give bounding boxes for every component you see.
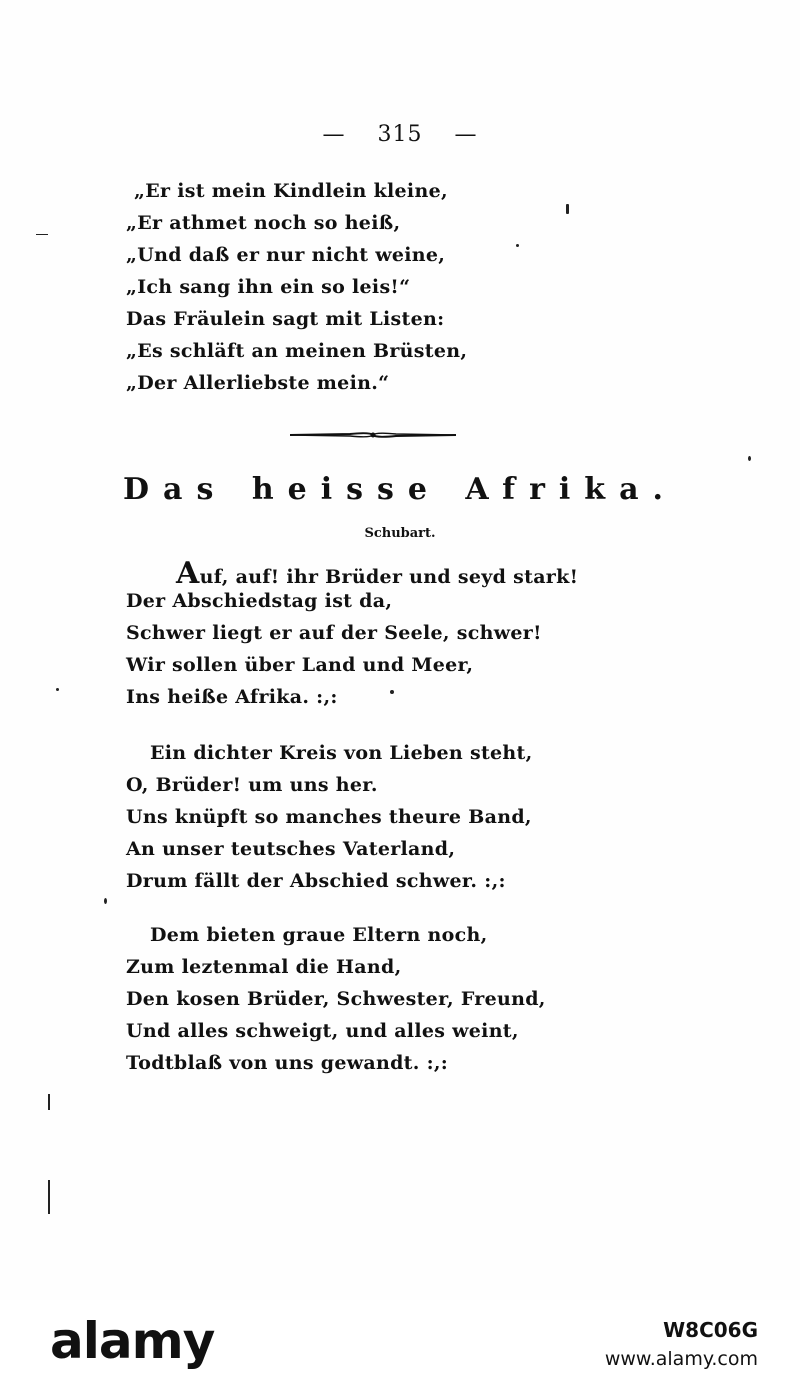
page-number-value: 315 xyxy=(377,122,423,147)
verse-line: „Er athmet noch so heiß, xyxy=(126,212,401,234)
scan-speck xyxy=(516,244,519,247)
verse-line: Dem bieten graue Eltern noch, xyxy=(150,924,488,946)
verse-line: Der Abschiedstag ist da, xyxy=(126,590,393,612)
verse-line: Uns knüpft so manches theure Band, xyxy=(126,806,532,828)
scan-speck xyxy=(566,204,569,214)
page-number-dash-right: — xyxy=(454,122,478,147)
verse-line: Ein dichter Kreis von Lieben steht, xyxy=(150,742,533,764)
verse-line: Wir sollen über Land und Meer, xyxy=(126,654,474,676)
drop-cap: A xyxy=(176,556,200,591)
verse-line: „Er ist mein Kindlein kleine, xyxy=(134,180,448,202)
verse-line: „Der Allerliebste mein.“ xyxy=(126,372,390,394)
scan-speck xyxy=(48,1094,50,1110)
verse-line: „Es schläft an meinen Brüsten, xyxy=(126,340,468,362)
scan-speck xyxy=(748,456,751,461)
poem-title: Das heisse Afrika. xyxy=(123,472,677,507)
ornamental-rule xyxy=(290,430,456,440)
verse-line: O, Brüder! um uns her. xyxy=(126,774,378,796)
scan-speck xyxy=(48,1180,50,1214)
verse-line: Zum leztenmal die Hand, xyxy=(126,956,402,978)
alamy-logo: alamy xyxy=(50,1312,215,1370)
page-number xyxy=(0,122,800,147)
scan-speck xyxy=(104,898,107,904)
verse-line: „Ich sang ihn ein so leis!“ xyxy=(126,276,411,298)
page-number-dash-left: — xyxy=(322,122,346,147)
verse-line-first-rest: uf, auf! ihr Brüder und seyd stark! xyxy=(199,566,579,588)
verse-line: Drum fällt der Abschied schwer. :,: xyxy=(126,870,506,892)
scan-speck xyxy=(56,688,59,691)
poem-author: Schubart. xyxy=(364,526,436,541)
verse-line: Todtblaß von uns gewandt. :,: xyxy=(126,1052,449,1074)
verse-line: Das Fräulein sagt mit Listen: xyxy=(126,308,445,330)
verse-line: Den kosen Brüder, Schwester, Freund, xyxy=(126,988,546,1010)
verse-line-first xyxy=(176,556,578,591)
scan-speck xyxy=(36,234,48,235)
verse-line: Schwer liegt er auf der Seele, schwer! xyxy=(126,622,542,644)
verse-line: „Und daß er nur nicht weine, xyxy=(126,244,446,266)
site-url: www.alamy.com xyxy=(604,1348,758,1370)
image-id: W8C06G xyxy=(663,1318,758,1342)
verse-line: Und alles schweigt, und alles weint, xyxy=(126,1020,519,1042)
verse-line: An unser teutsches Vaterland, xyxy=(126,838,456,860)
verse-line: Ins heiße Afrika. :,: xyxy=(126,686,338,708)
scan-speck xyxy=(390,690,394,694)
